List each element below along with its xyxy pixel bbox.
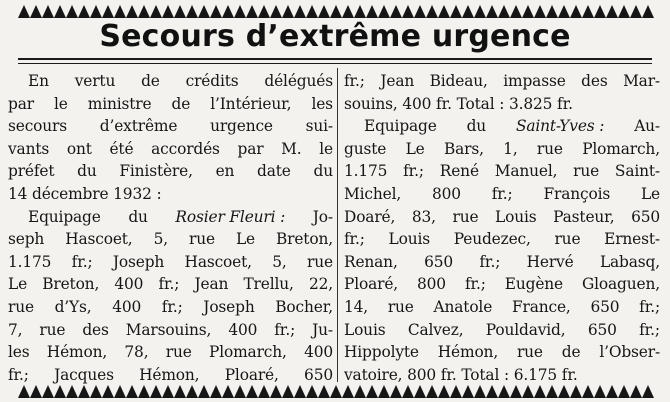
word: seph [8, 230, 45, 249]
word: en [215, 162, 235, 181]
word: ont [66, 139, 92, 158]
decorative-border-top [18, 4, 654, 18]
word: rue [188, 230, 215, 249]
text-line [8, 138, 333, 161]
sawtooth-pattern [18, 385, 654, 398]
word: Mar- [623, 72, 660, 90]
word: Breton, [275, 230, 333, 249]
title-rule-thick [18, 58, 652, 60]
text-line [8, 70, 333, 93]
word: Saint- [614, 162, 660, 181]
word: Hascoet, [184, 252, 252, 271]
word: du [128, 207, 148, 226]
word: 650 [424, 252, 454, 271]
word: d’Ys, [54, 297, 92, 316]
word: Bocher, [275, 297, 333, 316]
word: de [561, 343, 581, 362]
word: 650 [304, 365, 333, 384]
word: Le [405, 139, 425, 158]
word: Manuel, [494, 162, 558, 181]
word: Michel, [344, 184, 402, 203]
line-text: souins, 400 fr. Total : 3.825 fr. [344, 94, 573, 113]
word: de [141, 72, 160, 90]
word: 650 [590, 297, 620, 316]
word: 400 [228, 320, 258, 339]
word: impasse [503, 72, 566, 90]
word: d’extrême [99, 117, 178, 136]
word: délégués [264, 72, 333, 90]
word: 5, [272, 252, 287, 271]
word: Au- [634, 117, 660, 136]
word: Hémon, [46, 343, 108, 362]
word: 83, [411, 207, 436, 226]
word: fr.; [344, 72, 365, 90]
word: Pouldavid, [485, 320, 566, 339]
word: Equipage [364, 117, 437, 136]
word: rue [554, 230, 581, 249]
word: 400 [112, 297, 142, 316]
word: fr.; [8, 365, 29, 384]
word: des [581, 72, 608, 90]
word: rue [39, 320, 66, 339]
text-line [8, 364, 333, 387]
word: 800 [417, 275, 446, 294]
word: rue [536, 139, 563, 158]
text-line [8, 183, 333, 206]
word: Plomarch, [209, 343, 287, 362]
text-line [8, 273, 333, 296]
text-line [344, 206, 660, 229]
word: fr.; [71, 252, 93, 271]
word: Jacques [54, 365, 114, 384]
word: Bideau, [429, 72, 488, 90]
word: été [109, 139, 134, 158]
word: vertu [74, 72, 116, 90]
word: Ploaré, [344, 275, 399, 294]
text-line [8, 296, 333, 319]
text-line [344, 93, 660, 116]
word: Le [640, 184, 660, 203]
word: les [311, 94, 333, 113]
word: Joseph [203, 297, 255, 316]
word: M. [281, 139, 302, 158]
word: Gloaguen, [581, 275, 660, 294]
text-line [8, 93, 333, 116]
word: rue [165, 343, 192, 362]
word: Pasteur, [553, 207, 615, 226]
text-line [344, 115, 660, 138]
word: Plomarch, [582, 139, 660, 158]
word: le [53, 94, 68, 113]
word: date [257, 162, 291, 181]
text-line [8, 115, 333, 138]
word: 78, [124, 343, 149, 362]
sawtooth-border-bottom [18, 384, 654, 398]
word: l’Obser- [599, 343, 660, 362]
word: 650 [631, 207, 660, 226]
sawtooth-border-top [18, 4, 654, 18]
text-line [344, 228, 660, 251]
word: fr.; [161, 297, 183, 316]
word: France, [511, 297, 571, 316]
text-line [344, 296, 660, 319]
word: fr.; [479, 252, 501, 271]
word: Labasq, [599, 252, 660, 271]
word: Louis [388, 230, 431, 249]
word: le [319, 139, 333, 158]
word: Peudezec, [453, 230, 531, 249]
word: 400 [114, 275, 144, 294]
word: Ju- [312, 320, 333, 339]
word: secours [8, 117, 68, 136]
word: de [171, 94, 191, 113]
word: Hippolyte [344, 343, 419, 362]
text-line [344, 273, 660, 296]
word: 650 [587, 320, 617, 339]
word: fr.; [403, 162, 424, 181]
word: Hervé [526, 252, 574, 271]
text-line [8, 341, 333, 364]
article-title: Secours d’extrême urgence [99, 19, 571, 54]
word: 1.175 [344, 162, 388, 181]
line-text: 14 décembre 1932 : [8, 184, 162, 203]
word: fr.; [158, 275, 180, 294]
word: Hémon, [437, 343, 499, 362]
word: Jean [380, 72, 415, 90]
word: fr.; [464, 275, 486, 294]
word: du [313, 162, 333, 181]
word: Anatole [433, 297, 493, 316]
column-divider [337, 68, 338, 382]
word: rue [307, 252, 333, 271]
left-column [8, 70, 333, 386]
word: sui- [305, 117, 333, 136]
word: Hémon, [139, 365, 200, 384]
word: des [82, 320, 109, 339]
word: Louis [495, 207, 537, 226]
word: fr.; [491, 184, 513, 203]
text-line [344, 183, 660, 206]
text-line [344, 160, 660, 183]
word: 5, [153, 230, 168, 249]
line-text: vatoire, 800 fr. Total : 6.175 fr. [344, 365, 578, 384]
word: Le [8, 275, 28, 294]
text-line [8, 160, 333, 183]
decorative-border-bottom [18, 384, 654, 398]
text-line [344, 138, 660, 161]
word: Equipage [28, 207, 101, 226]
word: 14, [344, 297, 369, 316]
word: guste [344, 139, 387, 158]
word: Trellu, [243, 275, 294, 294]
word: ministre [87, 94, 152, 113]
word: rue [573, 162, 600, 181]
word: les [8, 343, 30, 362]
word: François [543, 184, 611, 203]
word: l’Intérieur, [210, 94, 292, 113]
word: par [237, 139, 264, 158]
word: 1.175 [8, 252, 52, 271]
word: rue [452, 207, 479, 226]
word: 800 [431, 184, 461, 203]
word: vants [8, 139, 50, 158]
word: par [8, 94, 34, 113]
word: fr.; [639, 297, 660, 316]
word: Finistère, [119, 162, 193, 181]
word: Marsouins, [125, 320, 212, 339]
word: crédits [185, 72, 239, 90]
word: fr.; [344, 230, 365, 249]
word: Breton, [42, 275, 100, 294]
word: Le [235, 230, 255, 249]
word: 7, [8, 320, 23, 339]
word: Renan, [344, 252, 398, 271]
text-line [344, 251, 660, 274]
word: Jean [194, 275, 229, 294]
sawtooth-pattern [18, 5, 654, 18]
text-line [344, 364, 660, 387]
word: Eugène [504, 275, 563, 294]
word: Ploaré, [224, 365, 279, 384]
word: En [28, 72, 49, 90]
word: Joseph [112, 252, 165, 271]
word: René [439, 162, 479, 181]
word: fr.; [274, 320, 296, 339]
title-rule-thin [18, 63, 652, 64]
text-line [344, 319, 660, 342]
word: rue [387, 297, 414, 316]
word: 1, [503, 139, 518, 158]
word: Calvez, [407, 320, 464, 339]
word: 22, [308, 275, 333, 294]
ship-name: Saint-Yves : [515, 117, 605, 136]
right-column [344, 70, 660, 386]
text-line [8, 251, 333, 274]
word: accordés [151, 139, 220, 158]
ship-name: Rosier Fleuri : [175, 207, 286, 226]
word: Doaré, [344, 207, 396, 226]
word: du [466, 117, 487, 136]
word: Ernest- [604, 230, 660, 249]
word: Jo- [312, 207, 333, 226]
word: Louis [344, 320, 386, 339]
word: préfet [8, 162, 55, 181]
text-line [8, 228, 333, 251]
text-line [8, 206, 333, 229]
word: rue [8, 297, 34, 316]
word: du [77, 162, 97, 181]
text-line [8, 319, 333, 342]
text-line [344, 70, 660, 93]
text-line [344, 341, 660, 364]
word: 400 [304, 343, 333, 362]
word: Bars, [443, 139, 484, 158]
word: urgence [210, 117, 273, 136]
word: rue [516, 343, 543, 362]
word: fr.; [639, 320, 660, 339]
word: Hascoet, [65, 230, 133, 249]
